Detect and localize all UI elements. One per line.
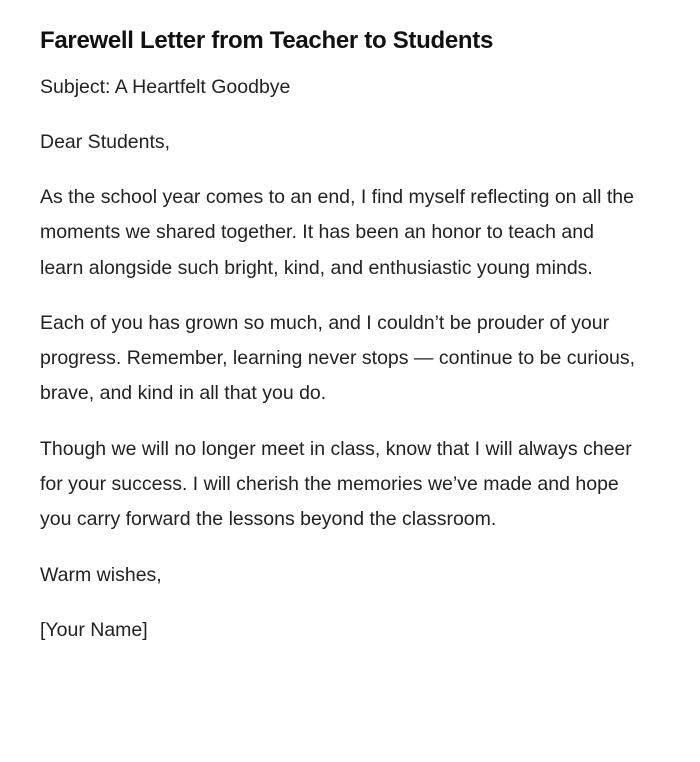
- letter-paragraph-1: As the school year comes to an end, I find myself reflecting on all the moments we shared together. It has been an honor to teach and learn alongside such bright, kind, and enthusiastic young minds.: [40, 186, 634, 279]
- letter-greeting: Dear Students,: [40, 131, 171, 153]
- letter-paragraph-2: Each of you has grown so much, and I couldn’t be prouder of your progress. Remember, learning never stops — continue to be curious, brave, and kind in all that you do.: [40, 311, 636, 405]
- letter-signature: [Your Name]: [40, 618, 148, 641]
- letter-title: Farewell Letter from Teacher to Students: [40, 27, 493, 54]
- letter-closing: Warm wishes,: [40, 563, 162, 586]
- letter-document: [40, 24, 640, 668]
- letter-paragraph-3: Though we will no longer meet in class, know that I will always cheer for your success. I will cherish the memories we’ve made and hope you carry forward the lessons beyond the classroom.: [40, 437, 632, 531]
- letter-subject: Subject: A Heartfelt Goodbye: [40, 76, 291, 98]
